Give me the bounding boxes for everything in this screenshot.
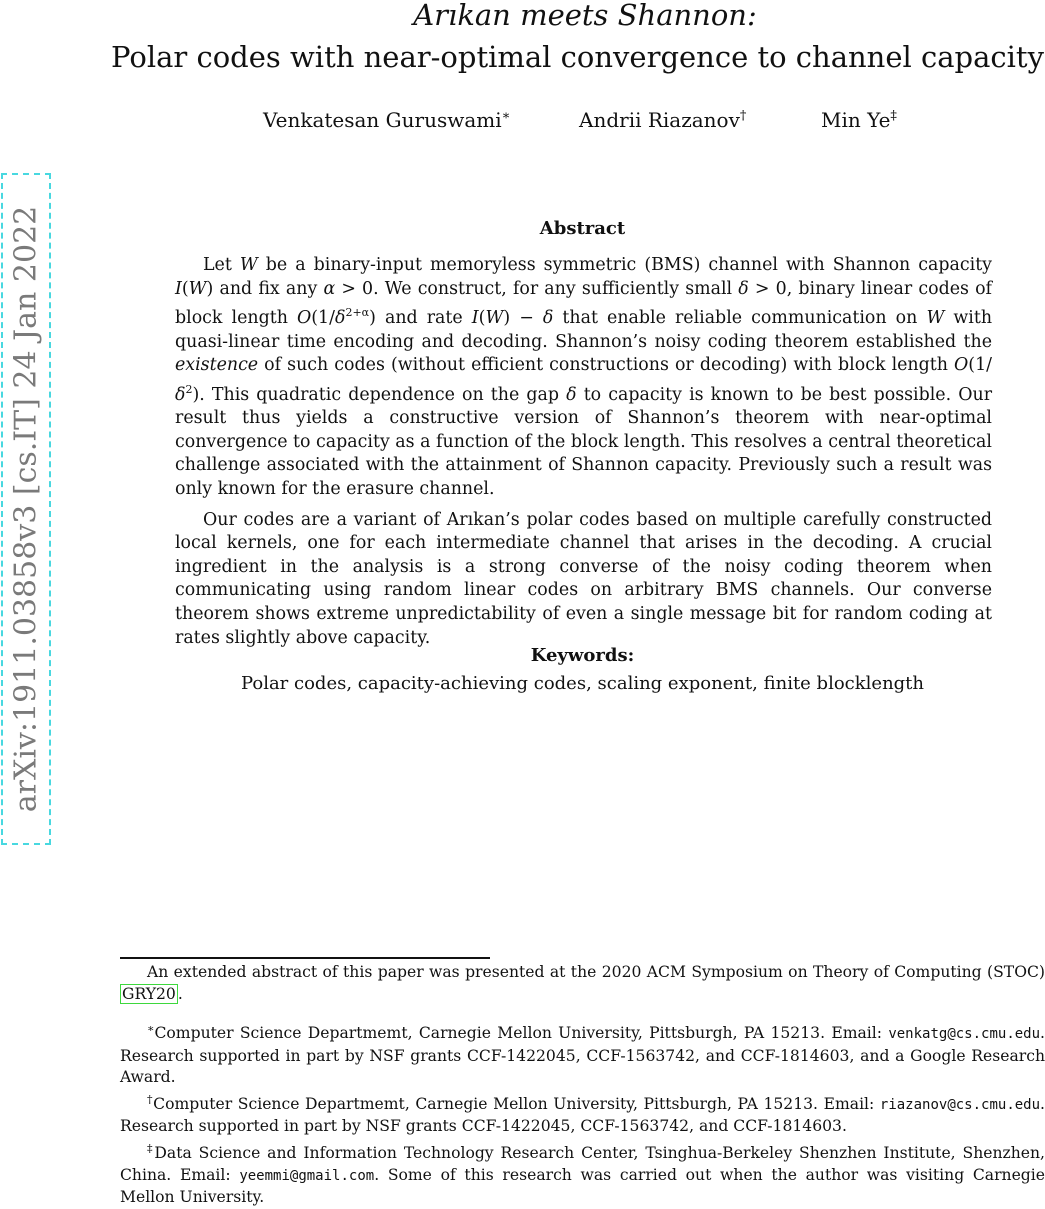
footnote-ye: ‡Data Science and Information Technology Research Center, Tsinghua-Berkeley Shenzhen Institute, Shenzhen, China. Email: yeemmi@gmail.com. Some of this research was carried out when the author was visiting Carnegie Mellon University. bbox=[120, 1141, 1045, 1207]
author-guruswami bbox=[263, 108, 510, 132]
author-riazanov bbox=[579, 108, 746, 132]
email-link[interactable]: yeemmi@gmail.com bbox=[239, 1167, 375, 1184]
footnotes bbox=[120, 962, 1045, 1209]
footnote-riazanov: †Computer Science Departmemt, Carnegie Mellon University, Pittsburgh, PA 15213. Email: riazanov@cs.cmu.edu. Research supported in part by NSF grants CCF-1422045, CCF-1563742, and CCF-1814603. bbox=[120, 1092, 1045, 1136]
author-footnote-mark[interactable]: † bbox=[739, 108, 747, 124]
abstract-paragraph-2: Our codes are a variant of Arıkan’s polar codes based on multiple carefully constructed local kernels, one for each intermediate channel that arises in the decoding. A crucial ingredient in the analysis is a strong converse of the noisy coding theorem when communicating using random linear codes on arbitrary BMS channels. Our converse theorem shows extreme unpredictability of even a single message bit for random coding at rates slightly above capacity. bbox=[175, 509, 992, 648]
citation-link[interactable]: GRY20 bbox=[122, 984, 176, 1003]
email-link[interactable]: riazanov@cs.cmu.edu bbox=[879, 1096, 1041, 1113]
author-ye bbox=[821, 108, 897, 132]
paper-title-line-2: Polar codes with near-optimal convergence to channel capacity bbox=[111, 40, 1044, 74]
email-link[interactable]: venkatg@cs.cmu.edu bbox=[888, 1026, 1041, 1043]
keywords-heading: Keywords: bbox=[530, 645, 635, 666]
abstract-paragraph-1: Let W be a binary-input memoryless symmetric (BMS) channel with Shannon capacity I(W) and fix any α > 0. We construct, for any sufficiently small δ > 0, binary linear codes of block length $O(1/\delta^{2+\alpha})$ and rate I(W) − δ that enable reliable communication on W with quasi-linear time encoding and decoding. Shannon’s noisy coding theorem established the existence of such codes (without efficient constructions or decoding) with block length $O(1/\delta^2)$. This quadratic dependence on the gap δ to capacity is known to be best possible. Our result thus yields a constructive version of Shannon’s theorem with near-optimal convergence to capacity as a function of the block length. This resolves a central theoretical challenge associated with the attainment of Shannon capacity. Previously such a result was only known for the erasure channel. bbox=[175, 255, 993, 499]
keywords-list: Polar codes, capacity-achieving codes, scaling exponent, finite blocklength bbox=[240, 673, 925, 694]
author-footnote-mark[interactable]: ‡ bbox=[890, 108, 897, 124]
author-name: Andrii Riazanov bbox=[579, 108, 740, 132]
abstract-body bbox=[175, 254, 992, 650]
footnote-extended-abstract: An extended abstract of this paper was presented at the 2020 ACM Symposium on Theory of Computing (STOC) GRY20 . bbox=[122, 963, 1045, 1003]
footnote-guruswami: ∗Computer Science Departmemt, Carnegie Mellon University, Pittsburgh, PA 15213. Email: venkatg@cs.cmu.edu. Research supported in part by NSF grants CCF-1422045, CCF-1563742, and CCF-1814603, and a Google Research Award. bbox=[120, 1022, 1045, 1087]
author-name: Min Ye bbox=[821, 108, 891, 132]
footnote-rule bbox=[120, 957, 490, 959]
author-list bbox=[0, 108, 1045, 138]
paper-title-line-1: Arıkan meets Shannon: bbox=[413, 0, 757, 32]
author-footnote-mark[interactable]: ∗ bbox=[501, 108, 511, 124]
abstract-heading: Abstract bbox=[539, 218, 626, 239]
author-name: Venkatesan Guruswami bbox=[263, 108, 502, 132]
arxiv-stamp-text: arXiv:1911.03858v3 [cs.IT] 24 Jan 2022 bbox=[8, 205, 44, 813]
